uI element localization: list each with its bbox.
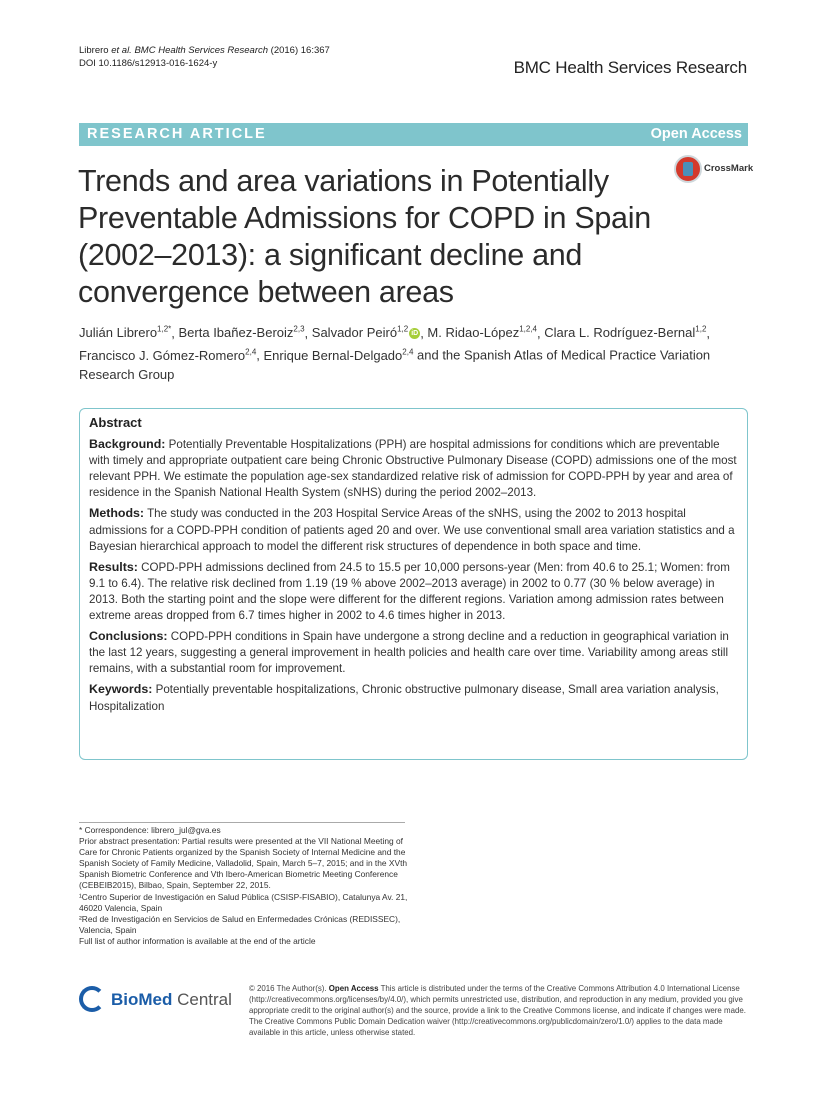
crossmark-badge[interactable] bbox=[671, 155, 754, 185]
author[interactable]: Enrique Bernal-Delgado$^{2,4}$ bbox=[263, 347, 414, 363]
open-access-label: Open Access bbox=[650, 126, 742, 142]
journal-name: BMC Health Services Research bbox=[513, 58, 747, 77]
footnote-divider bbox=[79, 822, 405, 823]
license-text: © 2016 The Author(s). Open Access This article is distributed under the terms of the Creative Commons Attribution 4.0 International License (http://creativecommons.org/licenses/by/4.0/), which permits unrestricted use, distribution, and reproduction in any medium, provided you give appropriate credit to the original author(s) and the source, provide a link to the Creative Commons license, and indicate if changes were made. The Creative Commons Public Domain Dedication waiver (http://creativecommons.org/publicdomain/zero/1.0/) applies to the data made available in this article, unless otherwise stated. bbox=[249, 984, 746, 1037]
footnotes bbox=[79, 825, 409, 947]
orcid-icon[interactable]: iD bbox=[411, 330, 419, 338]
correspondence[interactable]: * Correspondence: librero_jul@gva.es bbox=[79, 825, 221, 835]
crossmark-icon bbox=[674, 155, 702, 183]
citation-authors: Librero bbox=[79, 45, 112, 56]
author-info-note: Full list of author information is available at the end of the article bbox=[79, 935, 316, 946]
abstract-conclusions: Conclusions: COPD-PPH conditions in Spain have undergone a strong decline and a reduction in geographical variation in the last 12 years, suggesting a general improvement in health policies and health care over time. Variability among areas still remains, with a substantial room for improvement. bbox=[89, 629, 729, 676]
abstract-results: Results: COPD-PPH admissions declined from 24.5 to 15.5 per 10,000 persons-year (Men: from 40.6 to 25.1; Women: from 9.1 to 6.4). The relative risk declined from 1.19 (19 % above 2002–2013 average) in 2002 to 0.77 (30 % below average) in 2013. Both the starting point and the slope were different for the different regions. Variation among admission rates between extreme areas dropped from 6.7 times higher in 2002 to 4.6 times higher in 2013. bbox=[89, 559, 730, 623]
abstract-methods: Methods: The study was conducted in the 203 Hospital Service Areas of the sNHS, using the 2002 to 2013 hospital admissions for a COPD-PPH condition of patients aged 20 and over. We use conventional small area variation statistics and a Bayesian hierarchical approach to model the different risk structures of dependence in both space and time. bbox=[89, 506, 735, 553]
abstract-heading: Abstract bbox=[89, 415, 142, 430]
publisher-name: BioMed Central bbox=[111, 990, 232, 1009]
abstract-background: Background: Potentially Preventable Hospitalizations (PPH) are hospital admissions for conditions which are preventable with timely and appropriate outpatient care being Chronic Obstructive Pulmonary Disease (COPD) admissions one of the most relevant PPH. We estimate the population age-sex standardized relative risk of admission for COPD-PPH by year and area of residence in the Spanish National Health System (sNHS) during the period 2002–2013. bbox=[89, 437, 737, 500]
author[interactable]: M. Ridao-López$^{1,2,4}$ bbox=[427, 325, 537, 341]
prior-presentation: Prior abstract presentation: Partial results were presented at the VII National Meeting of Care for Chronic Patients organized by the Spanish Society of Internal Medicine and the Spanish Society of Family Medicine, Valladolid, Spain, March 5–7, 2015; and in the XVth Spanish Biometric Conference and Vth Ibero-American Biometric Meeting Conference (CEBEIB2015), Bilbao, Spain, September 22, 2015. bbox=[79, 836, 408, 891]
author[interactable]: Berta Ibañez-Beroiz$^{2,3}$ bbox=[178, 325, 305, 341]
affiliation-2: ²Red de Investigación en Servicios de Salud en Enfermedades Crónicas (REDISSEC), Valencia, Spain bbox=[79, 913, 401, 935]
article-title: Trends and area variations in Potentially Preventable Admissions for COPD in Spain (2002–2013): a significant decline and convergence between areas bbox=[78, 164, 651, 309]
biomed-logo-icon bbox=[79, 986, 105, 1012]
doi[interactable]: DOI 10.1186/s12913-016-1624-y bbox=[79, 58, 218, 69]
biomed-central-logo[interactable] bbox=[79, 986, 239, 1016]
author[interactable]: Salvador Peiró$^{1,2}$ bbox=[311, 325, 409, 341]
author[interactable]: Clara L. Rodríguez-Bernal$^{1,2}$ bbox=[544, 325, 707, 341]
citation bbox=[79, 44, 330, 70]
article-type: RESEARCH ARTICLE bbox=[87, 126, 267, 142]
abstract-box bbox=[79, 408, 748, 760]
crossmark-label: CrossMark bbox=[704, 163, 754, 174]
citation-volume: (2016) 16:367 bbox=[268, 45, 330, 56]
authors-tail: and the Spanish Atlas of Medical Practice Variation Research Group bbox=[79, 347, 711, 382]
abstract-keywords: Keywords: Potentially preventable hospitalizations, Chronic obstructive pulmonary disease, Small area variation analysis, Hospitalization bbox=[89, 682, 719, 713]
author[interactable]: Francisco J. Gómez-Romero$^{2,4}$ bbox=[79, 347, 257, 363]
article-banner bbox=[79, 123, 748, 146]
author[interactable]: Julián Librero$^{1,2*}$ bbox=[79, 325, 172, 341]
affiliation-1: ¹Centro Superior de Investigación en Salud Pública (CSISP-FISABIO), Catalunya Av. 21, 46020 Valencia, Spain bbox=[79, 891, 408, 913]
citation-journal: et al. BMC Health Services Research bbox=[111, 45, 269, 56]
author-list: Julián Librero$^{1,2*}$, Berta Ibañez-Beroiz$^{2,3}$, Salvador Peiró$^{1,2}$ iD , M. Ridao-López$^{1,2,4}$, Clara L. Rodríguez-Bernal$^{1,2}$, Francisco J. Gómez-Romero$^{2,4}$, Enrique Bernal-Delgado$^{2,4}$ and the Spanish Atlas of Medical Practice Variation Research Group bbox=[79, 325, 711, 382]
